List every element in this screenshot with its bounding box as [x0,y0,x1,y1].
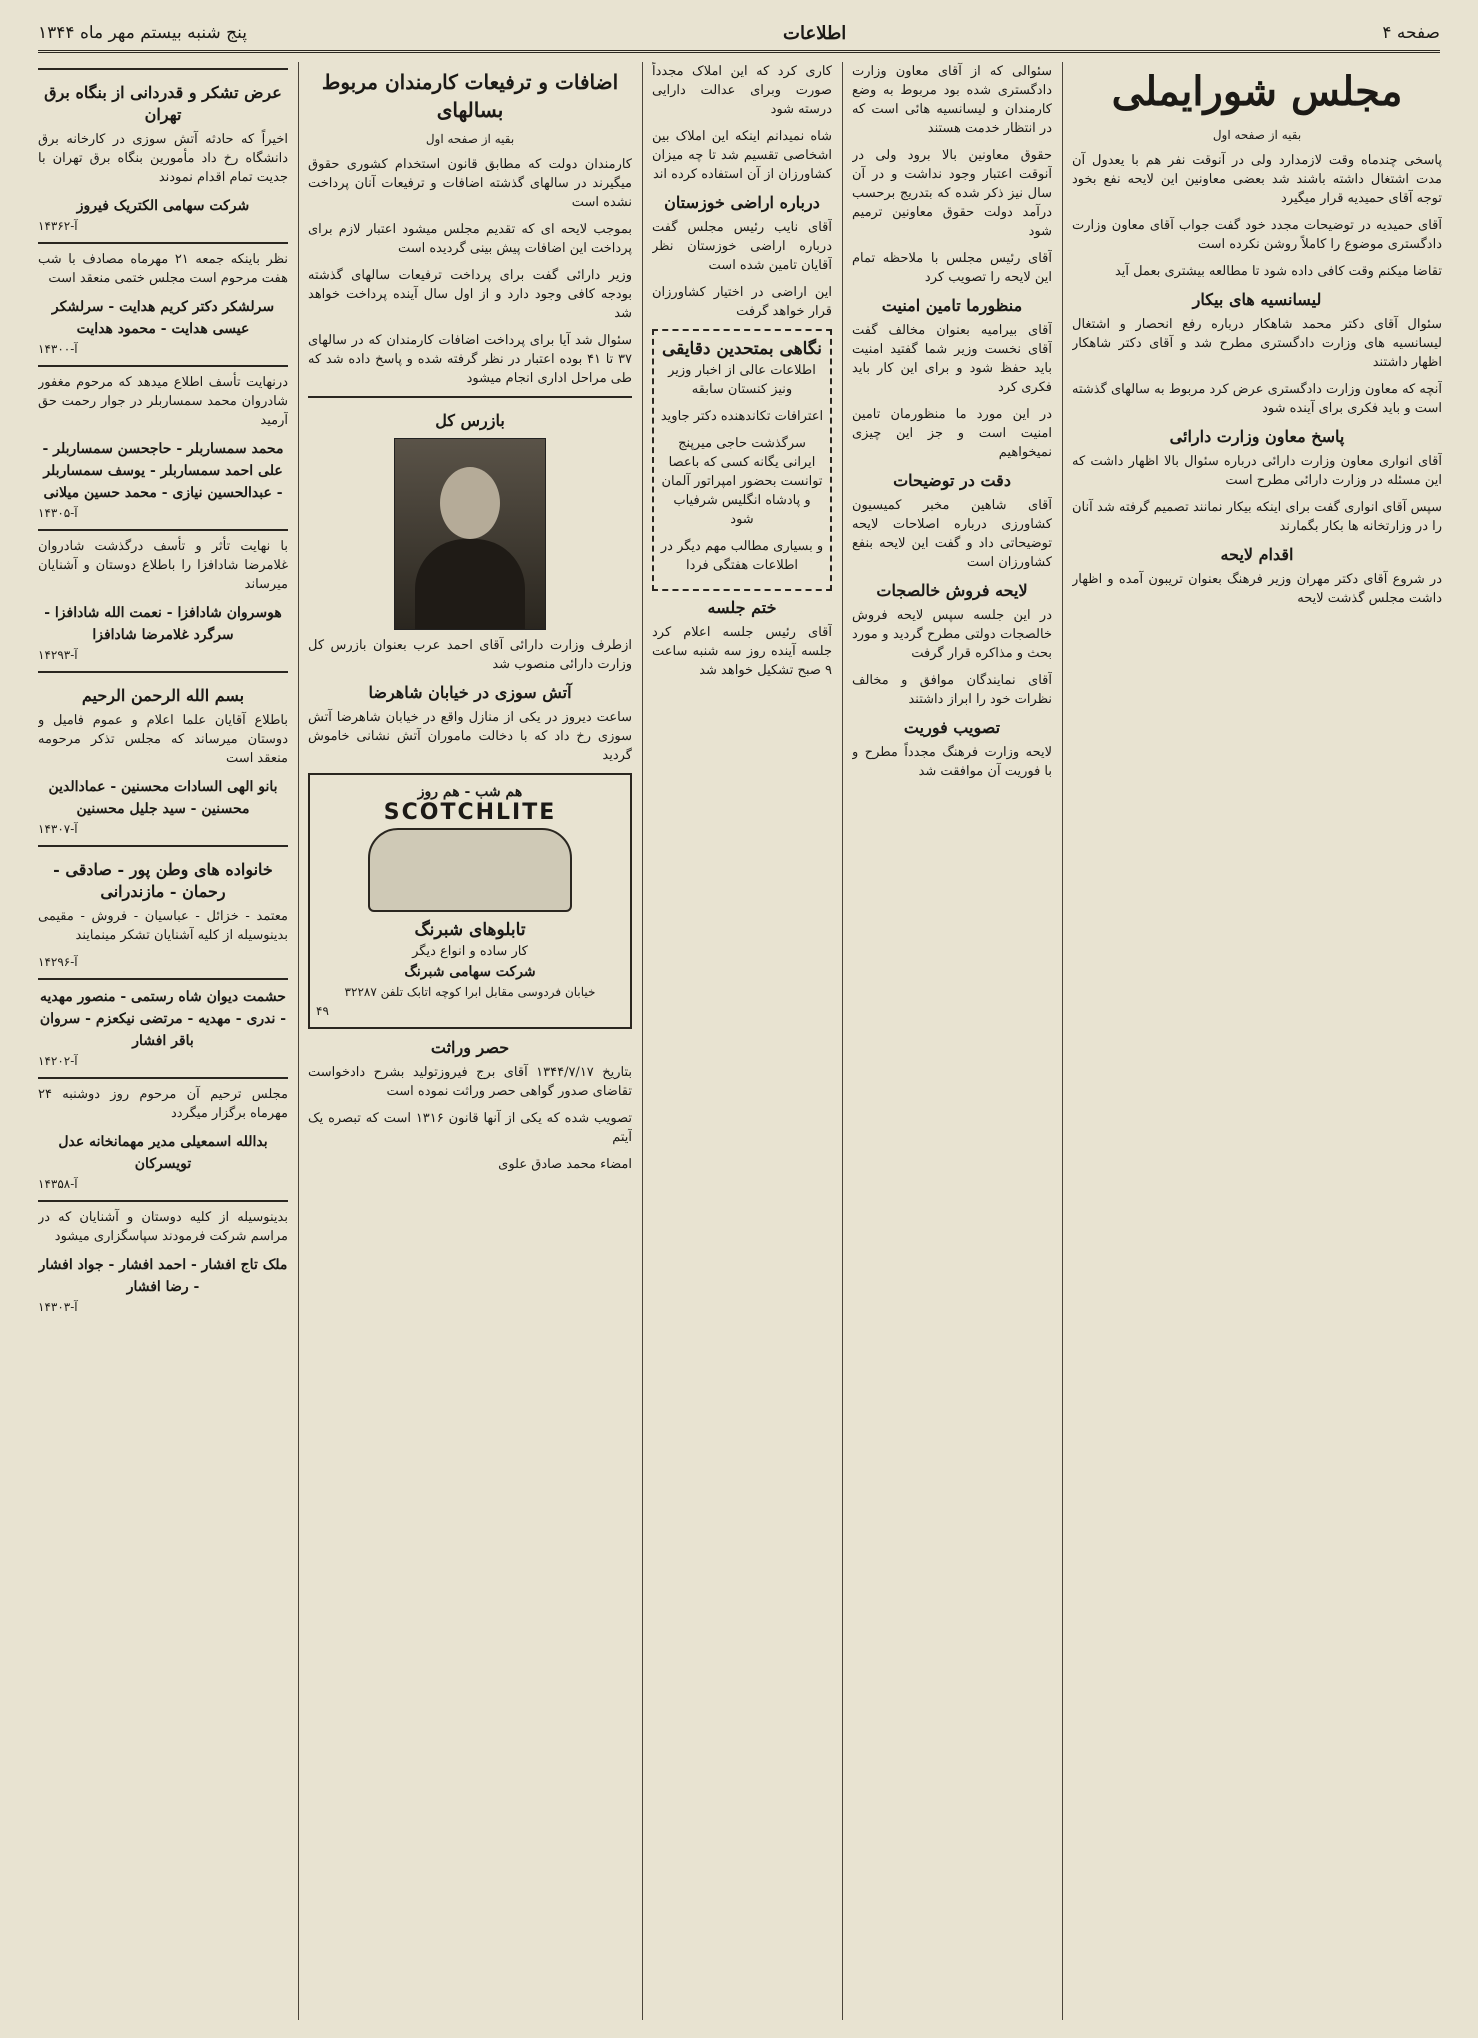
notice-text: بدینوسیله از کلیه دوستان و آشنایان که در مراسم شرکت فرمودند سپاسگزاری میشود [38,1210,288,1244]
paragraph: آقای حمیدیه در توضیحات مجدد خود گفت جواب آقای معاون وزارت دادگستری موضوع را کاملاً روشن نکرده است [1072,218,1442,252]
notice-title: عرض تشکر و قدردانی از بنگاه برق تهران [44,83,282,124]
subheading: لایحه فروش خالصجات [876,581,1028,600]
paragraph: ازطرف وزارت دارائی آقای احمد عرب بعنوان بازرس کل وزارت دارائی منصوب شد [308,638,632,672]
headline-majlis: مجلس شورایملی [1111,68,1403,115]
notice [38,242,288,359]
ad-address: خیابان فردوسی مقابل ابرا کوچه اتابک تلفن ۳۲۲۸۷ [344,985,596,999]
notice-code: آ-۱۴۲۰۲ [38,1054,78,1068]
notice [38,529,288,665]
column-majlis [1072,62,1442,2020]
ad-title: تابلوهای شبرنگ [414,920,526,940]
notice [38,1200,288,1317]
paragraph: آقای بیرامیه بعنوان مخالف گفت آقای نخست وزیر شما گفتید امنیت باید حفظ شود و برای این کار باید فکری کرد [852,323,1052,395]
notice-text: با نهایت تأثر و تأسف درگذشت شادروان غلامرضا شادافزا را باطلاع دوستان و آشنایان میرساند [38,539,288,592]
notice-code: آ-۱۴۲۹۳ [38,648,78,662]
paragraph: تصویب شده که یکی از آنها قانون ۱۳۱۶ است که تبصره یک آیتم [308,1111,632,1145]
notice-text: درنهایت تأسف اطلاع میدهد که مرحوم مغفور شادروان محمد سمساربلر در جوار رحمت حق آرمید [38,375,288,428]
column-salaries [308,62,632,2020]
notice-code: آ-۱۴۳۰۷ [38,822,78,836]
paragraph: آقای رئیس مجلس با ملاحظه تمام این لایحه را تصویب کرد [852,251,1052,285]
continued-note: بقیه از صفحه اول [425,132,515,146]
continued-note: بقیه از صفحه اول [1212,128,1302,142]
paragraph: آقای نمایندگان موافق و مخالف نظرات خود را ابراز داشتند [852,673,1052,707]
column-notices [38,62,288,2020]
paragraph: تقاضا میکنم وقت کافی داده شود تا مطالعه بیشتری بعمل آید [1114,264,1442,279]
notice [38,68,288,236]
promo-line: و بسیاری مطالب مهم دیگر در اطلاعات هفتگی فردا [660,539,824,573]
promo-line: اعترافات تکاندهنده دکتر جاوید [660,409,824,424]
car-illustration [368,828,572,912]
subheading: اقدام لایحه [1220,545,1294,564]
paragraph: شاه نمیدانم اینکه این املاک بین اشخاصی تقسیم شد تا چه میزان کشاورزان از آن استفاده کرده اند [652,129,832,182]
portrait-photo [394,438,546,630]
headline-salaries: اضافات و ترفیعات کارمندان مربوط بسالهای [321,70,619,122]
notice-text: نظر باینکه جمعه ۲۱ مهرماه مصادف با شب هفت مرحوم است مجلس ختمی منعقد است [38,252,288,286]
subheading: آتش سوزی در خیابان شاهرضا [368,683,572,702]
paragraph: پاسخی چندماه وقت لازمدارد ولی در آنوقت نفر هم با یعدول آن مدت اشتغال داشته باشند شد بعضی معاونین این لایحه نفع بخود توجه آقای حمیدیه قرار میگیرد [1072,153,1442,206]
promo-line: اطلاعات عالی از اخبار وزیر ونیز کنستان سابقه [668,363,816,397]
notice-names: هوسروان شادافزا - نعمت الله شادافزا - سرگرد غلامرضا شادافزا [44,605,282,643]
paragraph: آقای نایب رئیس مجلس گفت درباره اراضی خوزستان نظر آقایان تامین شده است [652,220,832,273]
notice [38,978,288,1071]
notice-code: آ-۱۴۳۰۵ [38,506,78,520]
notice-code: آ-۱۴۲۹۶ [38,955,78,969]
issue-date: پنج شنبه بیستم مهر ماه ۱۳۴۴ [38,23,248,43]
column-rule [842,62,843,2020]
notice-signature: سرلشکر دکتر کریم هدایت - سرلشکر عیسی هدایت - محمود هدایت [51,299,275,337]
notice-title: خانواده های وطن پور - صادقی - رحمان - مازندرانی [53,860,273,901]
ad-brand: SCOTCHLITE [383,800,557,825]
notice [38,1077,288,1194]
notice-text: مجلس ترحیم آن مرحوم روز دوشنبه ۲۴ مهرماه برگزار میگردد [38,1087,288,1121]
paragraph: بموجب لایحه ای که تقدیم مجلس میشود اعتبار لازم برای پرداخت این اضافات پیش بینی گردیده است [308,222,632,256]
paragraph: بتاریخ ۱۳۴۴/۷/۱۷ آقای برج فیروزتولید بشرح دادخواست تقاضای صدور گواهی حصر وراثت نموده است [308,1065,632,1099]
notice-signature: ملک تاج افشار - احمد افشار - جواد افشار - رضا افشار [38,1257,288,1295]
inspector-box [308,396,632,674]
portrait-face [440,467,500,539]
paragraph: کارمندان دولت که مطابق قانون استخدام کشوری حقوق میگیرند در سالهای گذشته اضافات و ترفیعات آنان پرداخت نشده است [308,157,632,210]
notice [38,845,288,972]
subheading: لیسانسیه های بیکار [1192,290,1322,309]
notice-code: آ-۱۴۳۰۰ [38,342,78,356]
weekly-promo-box [652,329,832,591]
subheading: تصویب فوریت [903,718,1001,737]
photo-caption: بازرس کل [435,411,505,430]
ad-line: کار ساده و انواع دیگر [412,944,528,959]
notice-code: آ-۱۴۳۰۳ [38,1300,78,1314]
notice-title: بسم الله الرحمن الرحیم [81,686,245,705]
paragraph: سئوال شد آیا برای پرداخت اضافات کارمندان که در سالهای ۳۷ تا ۴۱ بوده اعتبار در نظر گرفته شده و پاسخ داده شد که طی مراحل اداری انجام میشود [308,333,632,386]
column-news-2 [852,62,1052,2020]
paragraph: سپس آقای انواری گفت برای اینکه بیکار نمانند تصمیم گرفته شد آنان را در وزارتخانه ها بکار بگمارند [1072,500,1442,534]
column-rule [642,62,643,2020]
paragraph: در این مورد ما منظورمان تامین امنیت است و جز این چیزی نمیخواهیم [852,407,1052,460]
paragraph: آنچه که معاون وزارت دادگستری عرض کرد مربوط به سالهای گذشته است و باید فکری برای آینده شود [1072,382,1442,416]
notice-code: آ-۱۴۳۶۲ [38,219,78,233]
subheading: درباره اراضی خوزستان [664,193,820,212]
notice-names: بانو الهی السادات محسنین - عمادالدین محسنین - سید جلیل محسنین [48,779,278,817]
notice [38,671,288,839]
column-rule [1062,62,1063,2020]
paragraph: آقای انواری معاون وزارت دارائی درباره سئوال بالا اظهار داشت که این مسئله در وزارت دارائی مطرح است [1072,454,1442,488]
paragraph: آقای رئیس جلسه اعلام کرد جلسه آینده روز سه شنبه ساعت ۹ صبح تشکیل خواهد شد [652,625,832,678]
column-news-3 [652,62,832,2020]
paragraph: حقوق معاونین بالا برود ولی در آنوقت اعتبار وجود نداشت و در آن سال نیز ذکر شده که بتدریج برحسب درآمد دولت حقوق معاونین ترمیم شود [852,148,1052,239]
notice-names: محمد سمساربلر - حاجحسن سمساربلر - علی احمد سمساربلر - یوسف سمساربلر - عبدالحسین نیازی - محمد حسین میلانی [42,441,284,501]
paragraph: سئوالی که از آقای معاون وزارت دادگستری شده بود مربوط به وضع کارمندان و لیسانسیه هائی است که در انتظار خدمت هستند [852,64,1052,136]
paper-name: اطلاعات [783,22,847,44]
ad-slogan: هم شب - هم روز [417,784,523,800]
notice-text: معتمد - خزائل - عباسیان - فروش - مقیمی بدینوسیله از کلیه آشنایان تشکر مینمایند [38,909,288,943]
notice-names: حشمت دیوان شاه رستمی - منصور مهدیه - ندری - مهدیه - مرتضی نیکعزم - سروان باقر افشار [39,989,287,1049]
paragraph: سئوال آقای دکتر محمد شاهکار درباره رفع انحصار و اشتغال لیسانسیه های وزارت دادگستری مطرح شد و آقای دکتر شاهکار اظهار داشتند [1072,317,1442,370]
notice [38,365,288,523]
paragraph: امضاء محمد صادق علوی [498,1157,632,1172]
notice-text: اخیراً که حادثه آتش سوزی در کارخانه برق دانشگاه رخ داد مأمورین بنگاه برق تهران با جدیت تمام اقدام نمودند [38,132,288,185]
paragraph: در شروع آقای دکتر مهران وزیر فرهنگ بعنوان تریبون آمده و اظهار داشت مجلس گذشت لایحه [1072,572,1442,606]
paragraph: وزیر دارائی گفت برای پرداخت ترفیعات سالهای گذشته بودجه کافی وجود دارد و از اول سال آینده پرداخت خواهد شد [308,268,632,321]
page-number: صفحه ۴ [1382,23,1440,43]
notice-signature: بدالله اسمعیلی مدیر مهمانخانه عدل تویسرکان [58,1134,268,1172]
masthead [38,16,1440,53]
portrait-body [415,539,525,629]
ad-company: شرکت سهامی شبرنگ [404,964,536,980]
paragraph: لایحه وزارت فرهنگ مجدداً مطرح و با فوریت آن موافقت شد [852,745,1052,779]
subheading: ختم جلسه [707,598,777,617]
ad-code: ۴۹ [316,1004,329,1018]
promo-line: سرگذشت حاجی میرپنج ایرانی یگانه کسی که باعصا توانست بحضور امپراتور آلمان و پادشاه انگلیس شرفیاب شود [661,436,823,527]
notice-code: آ-۱۴۳۵۸ [38,1177,78,1191]
paragraph: ساعت دیروز در یکی از منازل واقع در خیابان شاهرضا آتش سوزی رخ داد که با دخالت ماموران آتش نشانی خاموش گردید [308,710,632,763]
paragraph: آقای شاهین مخبر کمیسیون کشاورزی درباره اصلاحات لایحه توضیحاتی داد و گفت این لایحه بنفع کشاورزان است [852,498,1052,570]
paragraph: کاری کرد که این املاک مجدداً صورت وبرای عدالت دارایی درسته شود [652,64,832,117]
promo-title: نگاهی بمتحدین دقایقی [662,339,822,359]
subheading: حصر وراثت [430,1038,510,1057]
notice-text: باطلاع آقایان علما اعلام و عموم فامیل و دوستان میرساند که مجلس تذکر مرحومه منعقد است [38,713,288,766]
paragraph: در این جلسه سپس لایحه فروش خالصجات دولتی مطرح گردید و مورد بحث و مذاکره قرار گرفت [852,608,1052,661]
paragraph: این اراضی در اختیار کشاورزان قرار خواهد گرفت [652,285,832,319]
subheading: دقت در توضیحات [893,471,1011,490]
scotchlite-ad [308,773,632,1029]
subheading: پاسخ معاون وزارت دارائی [1169,427,1345,446]
notice-signature: شرکت سهامی الکتریک فیروز [76,198,250,214]
subheading: منظورما تامین امنیت [881,296,1023,315]
column-rule [298,62,299,2020]
